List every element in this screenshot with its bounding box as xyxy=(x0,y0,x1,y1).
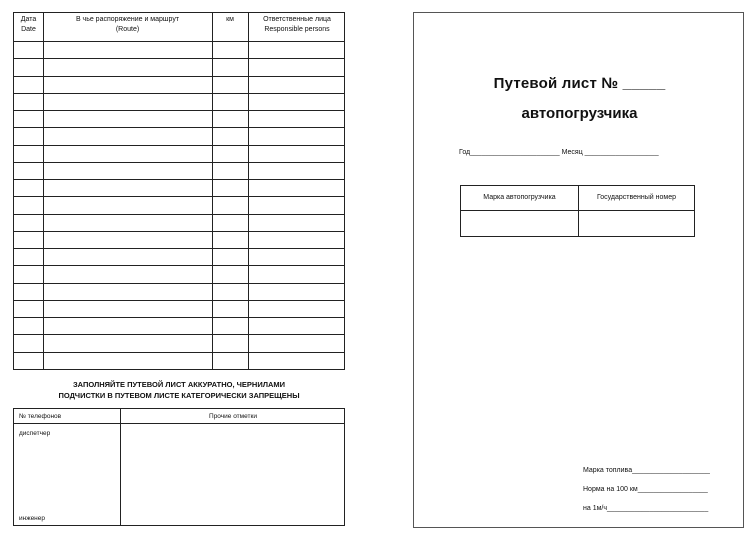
table-row xyxy=(14,231,344,232)
header-divider xyxy=(14,423,344,424)
column-divider xyxy=(212,13,213,369)
notice xyxy=(13,380,345,401)
year-month-field: Год_______________________ Месяц ___________________ xyxy=(459,149,659,156)
norm-per-mh-field: на 1м/ч__________________________ xyxy=(583,505,709,512)
table-row xyxy=(14,162,344,163)
km-header: км xyxy=(226,16,234,23)
table-row xyxy=(14,179,344,180)
loader-brand-header: Марка автопогрузчика xyxy=(483,194,556,201)
table-row xyxy=(14,283,344,284)
loader-table xyxy=(460,185,695,237)
notes-table xyxy=(13,408,345,526)
dispatcher-label: диспетчер xyxy=(19,430,51,437)
column-divider xyxy=(248,13,249,369)
table-row xyxy=(14,214,344,215)
route-table xyxy=(13,12,345,370)
table-row xyxy=(14,93,344,94)
norm-100km-field: Норма на 100 км__________________ xyxy=(583,486,708,493)
table-row xyxy=(14,196,344,197)
table-row xyxy=(14,110,344,111)
table-row xyxy=(14,248,344,249)
table-row xyxy=(14,352,344,353)
table-row xyxy=(14,58,344,59)
notice-line: ПОДЧИСТКИ В ПУТЕВОМ ЛИСТЕ КАТЕГОРИЧЕСКИ ЗАПРЕЩЕНЫ xyxy=(58,390,300,400)
notice-line: ЗАПОЛНЯЙТЕ ПУТЕВОЙ ЛИСТ АККУРАТНО, ЧЕРНИЛАМИ xyxy=(72,380,286,389)
cover-page xyxy=(413,12,744,528)
table-row xyxy=(14,300,344,301)
persons-header: Ответственные лица Responsible persons xyxy=(263,16,331,33)
table-row xyxy=(14,76,344,77)
plate-number-header: Государственный номер xyxy=(596,194,677,201)
page-title: Путевой лист № _____ xyxy=(493,75,666,92)
table-row xyxy=(14,41,344,42)
header-divider xyxy=(461,210,694,211)
page-subtitle: автопогрузчика xyxy=(521,105,638,122)
route-header: В чье распоряжение и маршрут (Route) xyxy=(75,16,180,33)
fuel-brand-field: Марка топлива____________________ xyxy=(583,467,710,474)
phones-header: № телефонов xyxy=(19,413,62,420)
engineer-label: инженер xyxy=(19,515,46,522)
column-divider xyxy=(43,13,44,369)
table-row xyxy=(14,145,344,146)
table-row xyxy=(14,127,344,128)
date-header: Дата Date xyxy=(20,16,37,33)
table-row xyxy=(14,334,344,335)
column-divider xyxy=(120,409,121,525)
table-row xyxy=(14,317,344,318)
table-row xyxy=(14,265,344,266)
other-notes-header: Прочие отметки xyxy=(209,413,257,420)
